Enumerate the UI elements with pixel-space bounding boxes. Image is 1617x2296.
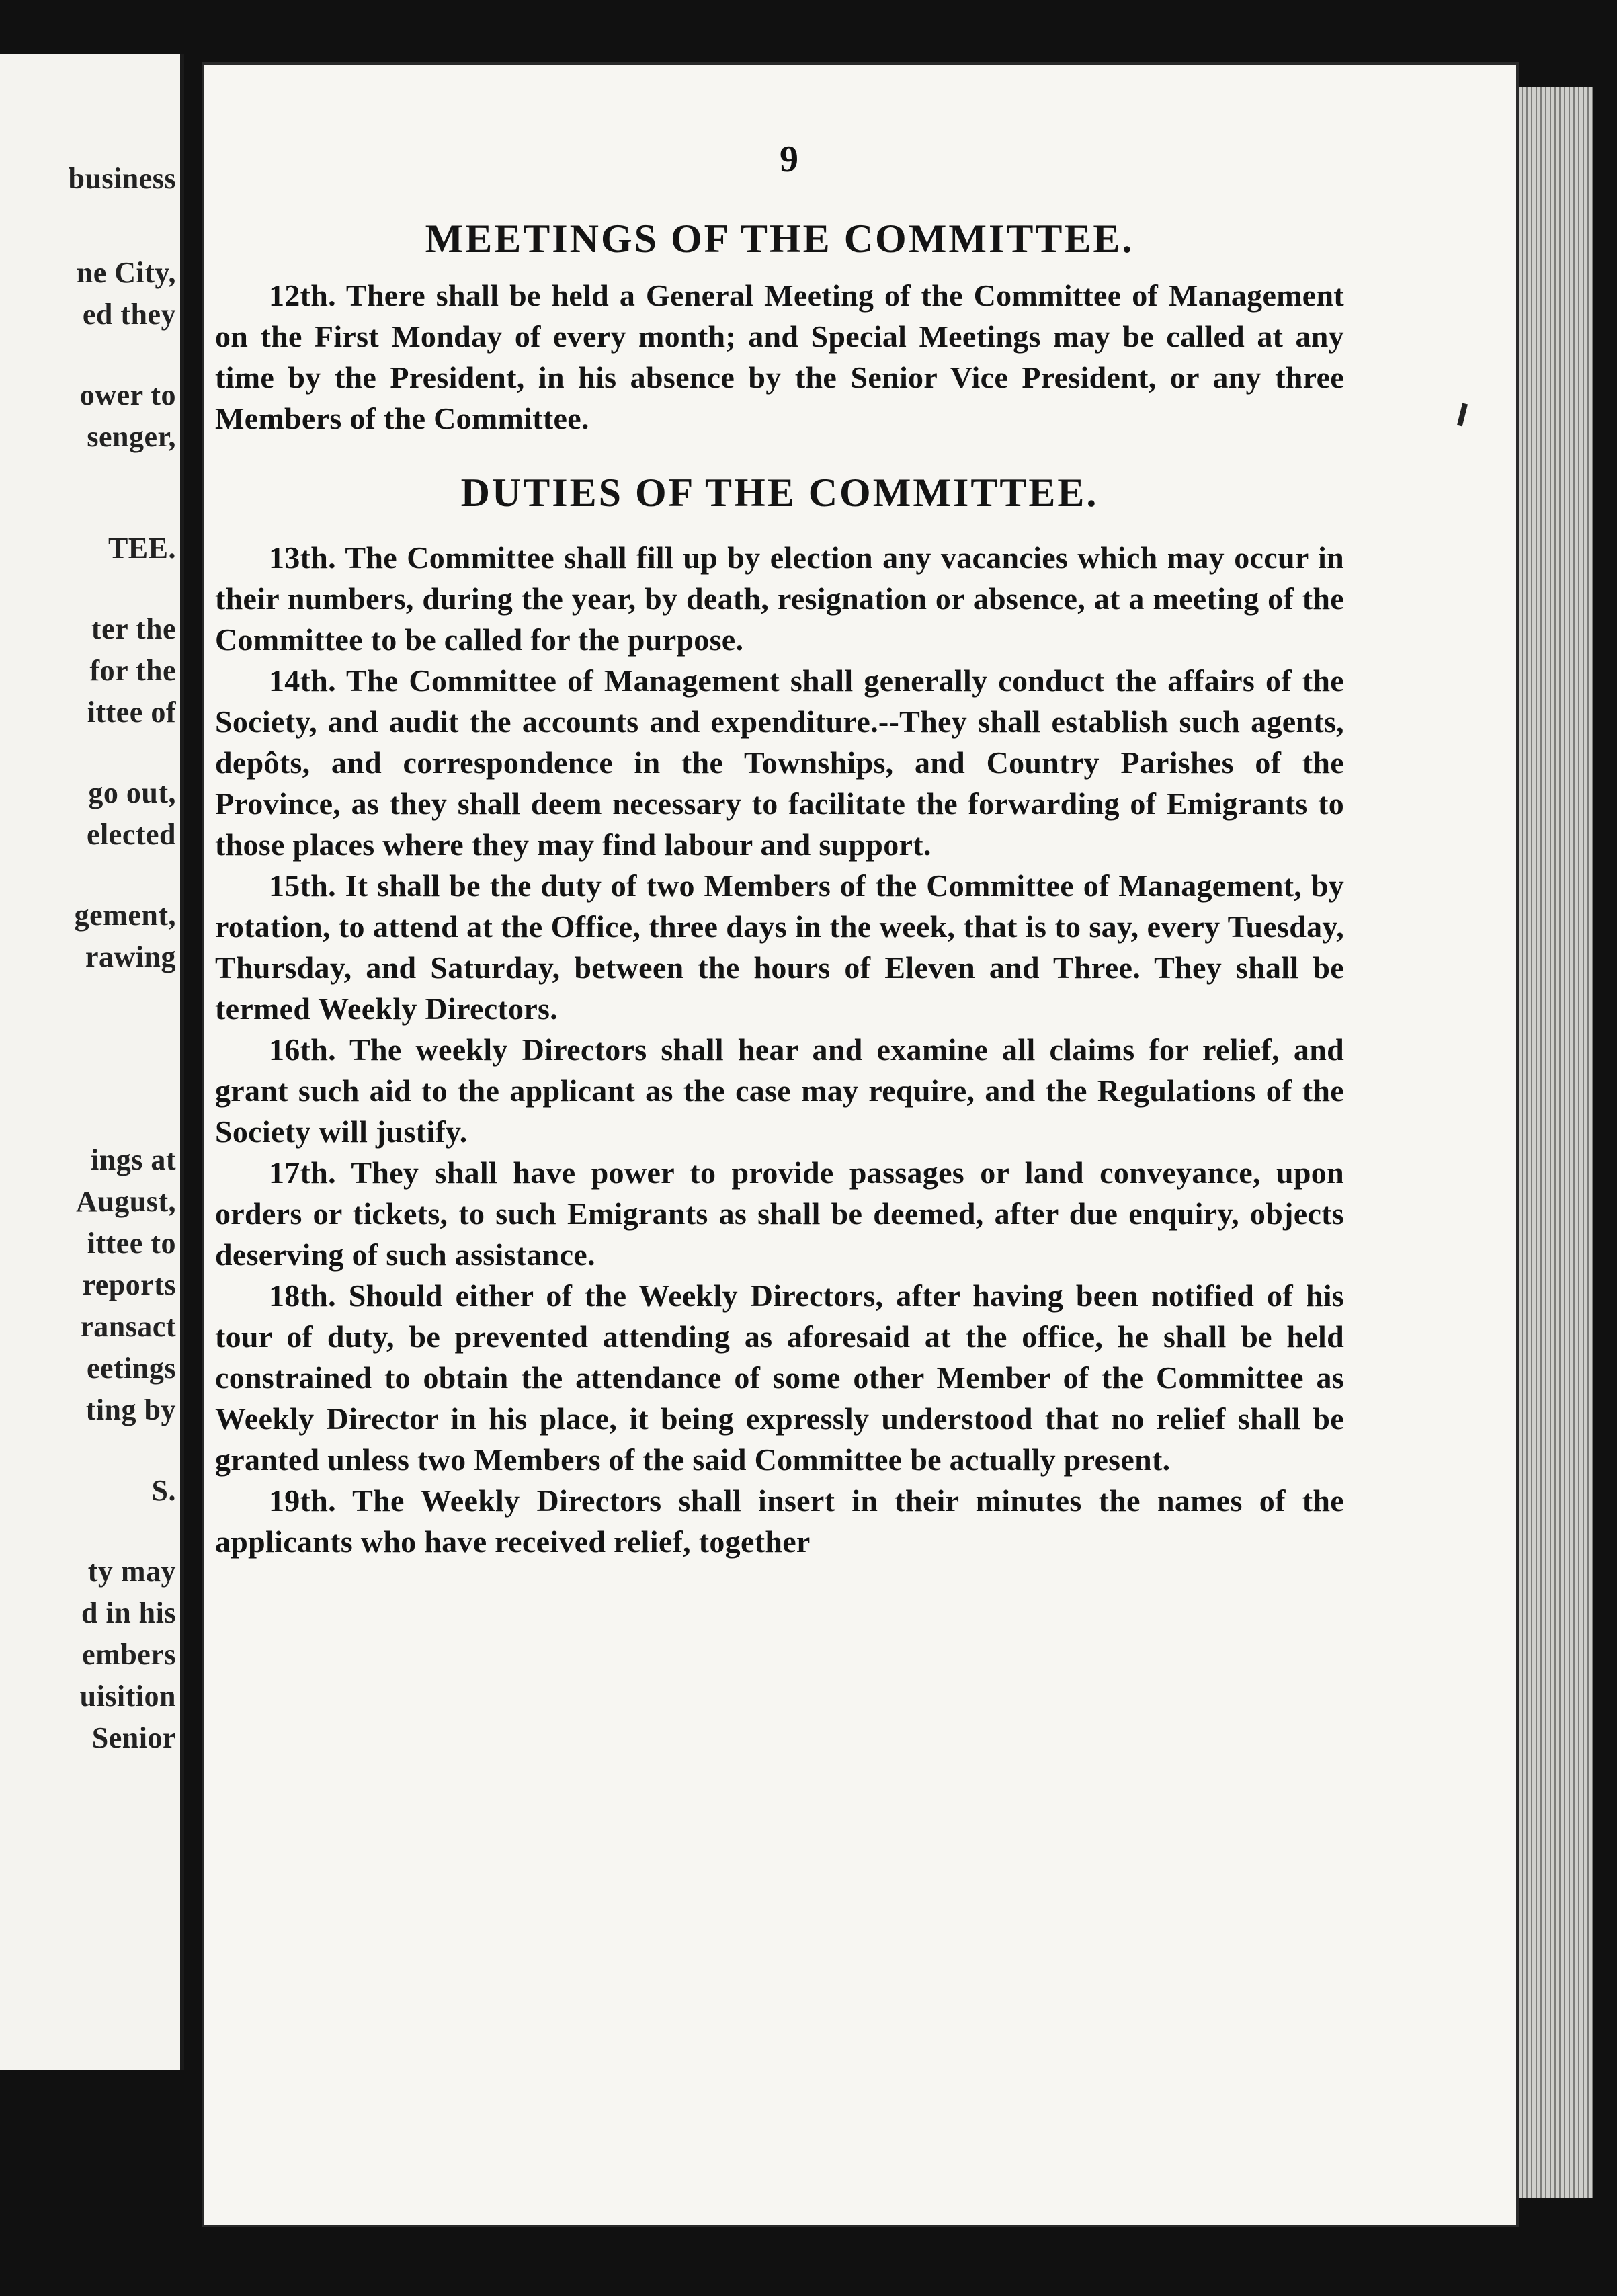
facing-page-fragment: for the	[89, 654, 176, 687]
facing-page-fragment: ting by	[85, 1393, 176, 1426]
facing-page-fragment: senger,	[87, 420, 176, 453]
facing-page-fragment: go out,	[88, 776, 176, 809]
facing-page-fragment: gement,	[74, 899, 176, 932]
facing-page-fragment: ter the	[91, 612, 176, 645]
facing-page-fragment: S.	[151, 1474, 176, 1507]
facing-page-fragment: ittee of	[87, 696, 176, 729]
paragraph-19: 19th. The Weekly Directors shall insert in their minutes the names of the applicants who have received relief, together	[215, 1483, 1344, 1559]
facing-page-fragment: elected	[87, 818, 176, 851]
facing-page-fragment: rawing	[85, 940, 176, 973]
facing-page-fragment: TEE.	[108, 532, 176, 565]
heading-duties: DUTIES OF THE COMMITTEE.	[460, 470, 1099, 515]
paragraph-18: 18th. Should either of the Weekly Directors, after having been notified of his tour of duty, be prevented attending as aforesaid at the office, he shall be held constrained to obtain the attendance of some other Member of the Committee as Weekly Director in his place, it being expressly understood that no relief shall be granted unless two Members of the said Committee be actually present.	[215, 1278, 1344, 1477]
facing-page-fragment: ed they	[82, 298, 176, 331]
facing-page-fragment: ings at	[91, 1143, 176, 1176]
facing-page-fragment: August,	[76, 1185, 176, 1218]
page-number: 9	[780, 138, 798, 180]
facing-page-fragment: ower to	[79, 378, 176, 411]
paragraph-14: 14th. The Committee of Management shall generally conduct the affairs of the Society, and audit the accounts and expenditure.--They shall establish such agents, depôts, and correspondence in the Townships, and Country Parishes of the Province, as they shall deem necessary to facilitate the forwarding of Emigrants to those places where they may find labour and support.	[215, 663, 1344, 862]
paragraph-17: 17th. They shall have power to provide passages or land conveyance, upon orders or tickets, to such Emigrants as shall be deemed, after due enquiry, objects deserving of such assistance.	[215, 1155, 1344, 1272]
facing-page-fragment: uisition	[79, 1680, 176, 1713]
facing-page-fragment: Senior	[91, 1721, 176, 1754]
paragraph-15: 15th. It shall be the duty of two Members of the Committee of Management, by rotation, to attend at the Office, three days in the week, that is to say, every Tuesday, Thursday, and Saturday, between the hours of Eleven and Three. They shall be termed Weekly Directors.	[215, 868, 1344, 1026]
facing-page-fragment: d in his	[81, 1596, 176, 1629]
facing-page-fragment: ransact	[80, 1310, 176, 1343]
facing-page	[0, 54, 184, 2070]
facing-page-fragment: eetings	[86, 1352, 176, 1385]
paragraph-12: 12th. There shall be held a General Meeting of the Committee of Management on the First Monday of every month; and Special Meetings may be called at any time by the President, in his absence by the Senior Vice President, or any three Members of the Committee.	[215, 278, 1344, 436]
heading-meetings: MEETINGS OF THE COMMITTEE.	[425, 216, 1134, 261]
facing-page-fragment: embers	[82, 1638, 176, 1671]
page-content	[215, 212, 1344, 1562]
facing-page-fragment: reports	[82, 1268, 176, 1301]
facing-page-fragment: ittee to	[87, 1227, 176, 1260]
facing-page-fragment: ty may	[87, 1555, 176, 1588]
facing-page-fragment: ne City,	[76, 256, 176, 289]
paragraph-16: 16th. The weekly Directors shall hear and examine all claims for relief, and grant such aid to the applicant as the case may require, and the Regulations of the Society will justify.	[215, 1032, 1344, 1149]
facing-page-fragment: business	[68, 162, 176, 195]
paragraph-13: 13th. The Committee shall fill up by election any vacancies which may occur in their numbers, during the year, by death, resignation or absence, at a meeting of the Committee to be called for the purpose.	[215, 540, 1344, 657]
